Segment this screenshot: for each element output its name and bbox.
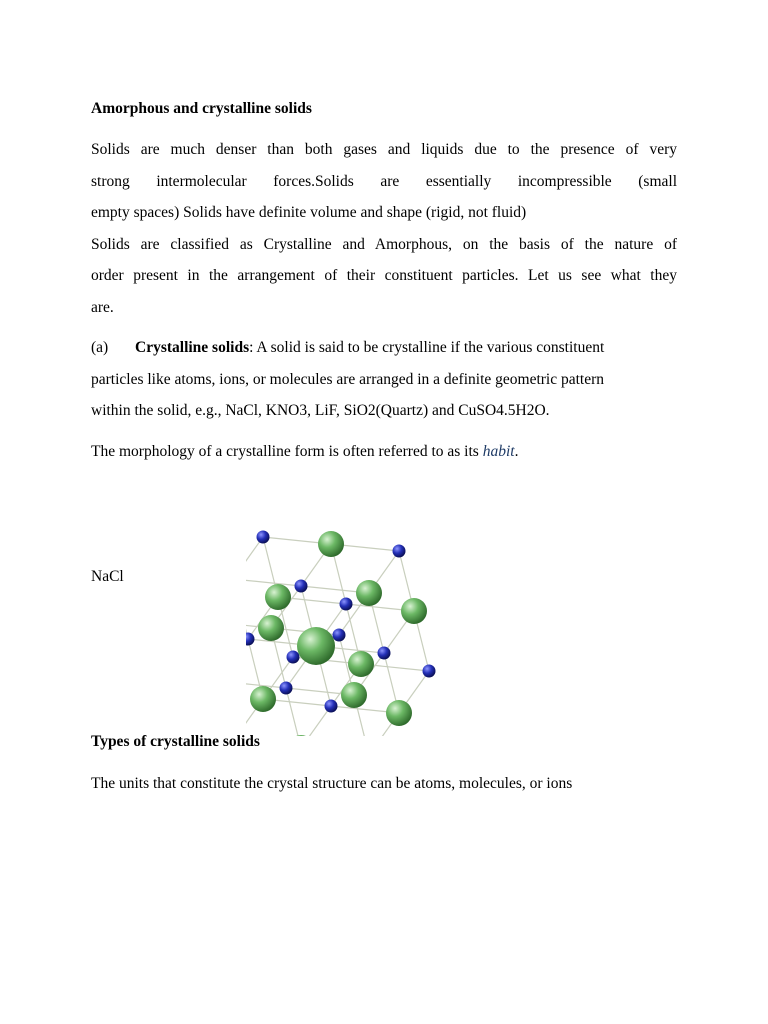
figure-label: NaCl (91, 568, 124, 585)
chloride-ion (348, 651, 374, 677)
crystalline-line: particles like atoms, ions, or molecules are arranged in a definite geometric pattern (91, 370, 605, 388)
sodium-ion (246, 633, 255, 646)
chloride-ion (250, 686, 276, 712)
intro-line: Solids are classified as Crystalline and Amorphous, on the basis of the nature of (91, 235, 677, 253)
sodium-ion (287, 651, 300, 664)
types-line: The units that constitute the crystal structure can be atoms, molecules, or ions (91, 775, 573, 792)
sodium-ion (280, 682, 293, 695)
intro-line: strong intermolecular forces.Solids are essentially incompressible (small (91, 172, 677, 190)
chloride-ion (297, 627, 335, 665)
sodium-ion (295, 580, 308, 593)
crystalline-text: : A solid is said to be crystalline if the various constituent (249, 339, 605, 356)
crystalline-line (91, 332, 677, 364)
intro-paragraph (91, 134, 677, 323)
lattice-bond (286, 688, 301, 736)
habit-end: . (514, 443, 519, 460)
habit-line (91, 436, 677, 468)
lattice-bond (246, 537, 263, 579)
crystalline-line: within the solid, e.g., NaCl, KNO3, LiF, SiO2(Quartz) and CuSO4.5H2O. (91, 402, 550, 419)
chloride-ion (401, 598, 427, 624)
chloride-ion (265, 584, 291, 610)
intro-line: empty spaces) Solids have definite volume and shape (rigid, not fluid) (91, 204, 527, 221)
nacl-crystal-image (246, 488, 486, 736)
chloride-ion (356, 580, 382, 606)
sodium-ion (423, 665, 436, 678)
types-paragraph (91, 768, 677, 800)
sodium-ion (378, 647, 391, 660)
intro-line: order present in the arrangement of their constituent particles. Let us see what they (91, 267, 677, 284)
list-marker: (a) (91, 339, 109, 356)
sodium-ion (340, 598, 353, 611)
habit-paragraph (91, 436, 677, 468)
lattice-bond (246, 579, 248, 639)
habit-term: habit (482, 443, 515, 460)
lattice-atoms (246, 531, 436, 737)
habit-text: The morphology of a crystalline form is often referred to as its (91, 443, 483, 460)
chloride-ion (318, 531, 344, 557)
types-heading: Types of crystalline solids (91, 733, 260, 750)
section-title: Amorphous and crystalline solids (91, 100, 312, 117)
crystalline-paragraph (91, 332, 677, 427)
intro-line: are. (91, 298, 114, 316)
chloride-ion (258, 615, 284, 641)
intro-line: Solids are much denser than both gases and liquids due to the presence of very (91, 141, 677, 158)
sodium-ion (325, 700, 338, 713)
sodium-ion (257, 531, 270, 544)
chloride-ion (386, 700, 412, 726)
crystalline-term: Crystalline solids (135, 339, 250, 356)
chloride-ion (341, 682, 367, 708)
sodium-ion (393, 545, 406, 558)
sodium-ion (333, 629, 346, 642)
